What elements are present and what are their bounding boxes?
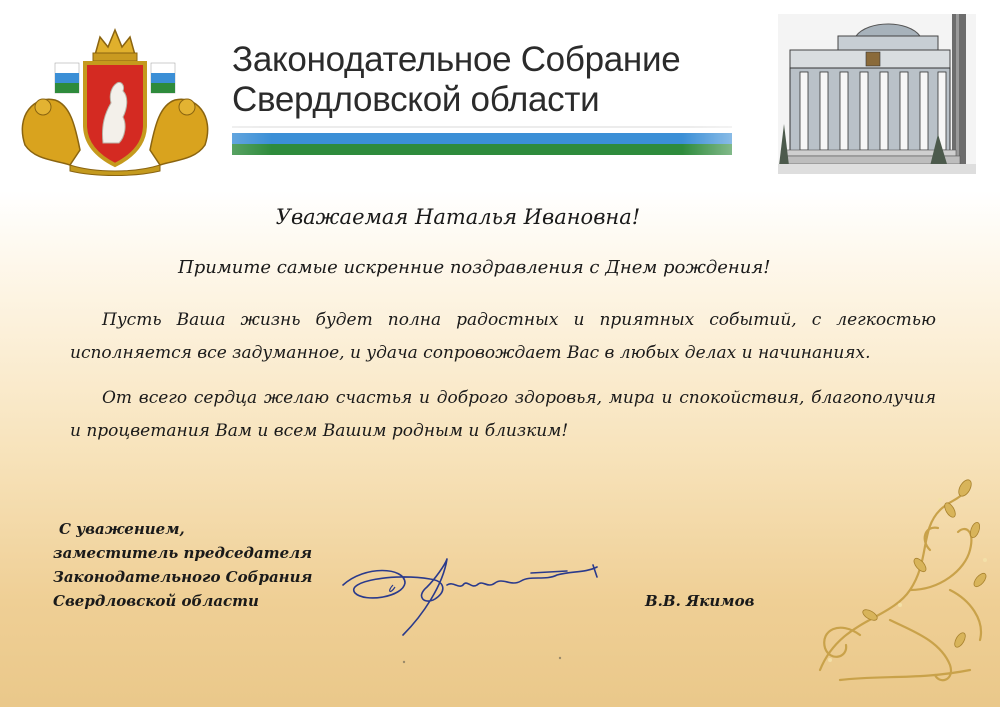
closing-phrase: С уважением, — [59, 520, 185, 538]
gold-flourish-ornament-icon — [800, 470, 995, 695]
decorative-dots — [390, 640, 590, 680]
handwritten-signature — [335, 545, 605, 645]
organization-name — [232, 40, 680, 120]
coat-of-arms-icon — [15, 25, 215, 177]
signatory-name: В.В. Якимов — [645, 592, 755, 610]
org-name-line1: Законодательное Собрание — [232, 40, 681, 79]
letter-paragraph-2: От всего сердца желаю счастья и доброго здоровья, мира и спокойствия, благополучия и процветания Вам и всем Вашим родным и близким! — [70, 388, 936, 441]
signatory-title-line1: заместитель председателя — [53, 544, 313, 562]
signatory-title-block — [53, 517, 312, 613]
signatory-title-line3: Свердловской области — [53, 592, 259, 610]
greeting-heading: Уважаемая Наталья Ивановна! — [275, 205, 641, 229]
letter-paragraph-1: Пусть Ваша жизнь будет полна радостных и приятных событий, с легкостью исполняется все задуманное, и удача сопровождает Вас в любых делах и начинаниях. — [70, 310, 936, 363]
building-image — [778, 14, 976, 174]
flag-stripe-band — [232, 125, 732, 157]
signatory-title-line2: Законодательного Собрания — [53, 568, 313, 586]
org-name-line2: Свердловской области — [232, 80, 600, 119]
congratulation-line: Примите самые искренние поздравления с Днем рождения! — [178, 257, 771, 278]
